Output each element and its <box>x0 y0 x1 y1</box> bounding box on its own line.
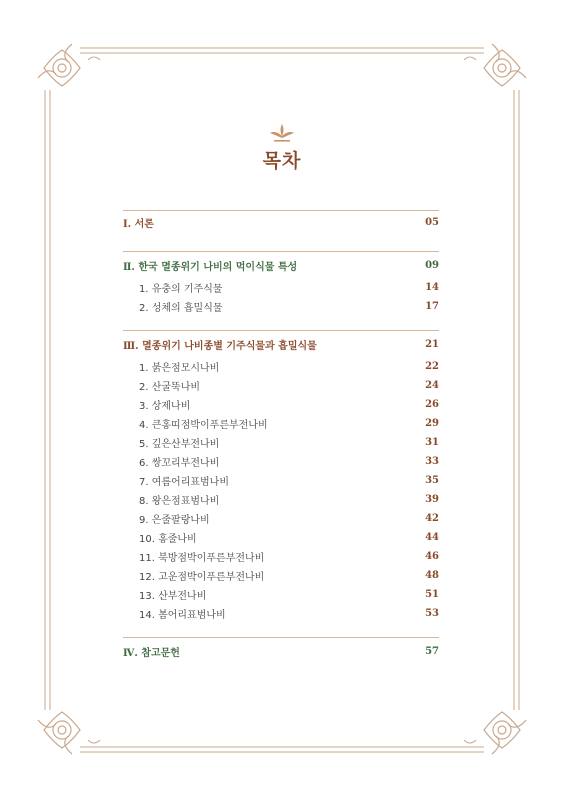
item-label: 7. 여름어리표범나비 <box>139 477 229 488</box>
fleur-ornament-icon <box>267 122 297 144</box>
item-page-number: 29 <box>425 418 439 429</box>
toc-section-heading[interactable] <box>123 331 439 357</box>
item-label: 5. 깊은산부전나비 <box>139 439 220 450</box>
item-page-number: 22 <box>425 361 439 372</box>
toc-item[interactable] <box>123 547 439 566</box>
item-page-number: 44 <box>425 532 439 543</box>
item-page-number: 53 <box>425 608 439 619</box>
item-label: 8. 왕은점표범나비 <box>139 496 220 507</box>
section-page-number: 09 <box>425 259 439 271</box>
item-page-number: 33 <box>425 456 439 467</box>
toc-section[interactable] <box>123 330 439 631</box>
toc-item[interactable] <box>123 471 439 490</box>
item-page-number: 46 <box>425 551 439 562</box>
title-block <box>0 122 564 173</box>
item-label: 1. 유충의 기주식물 <box>139 284 223 295</box>
toc-item[interactable] <box>123 585 439 604</box>
item-page-number: 51 <box>425 589 439 600</box>
page-title: 목차 <box>262 150 302 172</box>
toc-item[interactable] <box>123 414 439 433</box>
item-label: 4. 큰홍띠점박이푸른부전나비 <box>139 420 268 431</box>
toc-item[interactable] <box>123 376 439 395</box>
item-label: 2. 산굴뚝나비 <box>139 382 201 393</box>
item-page-number: 24 <box>425 380 439 391</box>
item-label: 6. 쌍꼬리부전나비 <box>139 458 220 469</box>
toc-section[interactable] <box>123 251 439 324</box>
item-page-number: 39 <box>425 494 439 505</box>
item-label: 12. 고운점박이푸른부전나비 <box>139 572 265 583</box>
toc-item[interactable] <box>123 452 439 471</box>
toc-item[interactable] <box>123 433 439 452</box>
item-label: 2. 성체의 흡밀식물 <box>139 303 223 314</box>
item-label: 9. 은줄팔랑나비 <box>139 515 210 526</box>
toc-item[interactable] <box>123 604 439 623</box>
toc-section-heading[interactable] <box>123 638 439 664</box>
toc-item[interactable] <box>123 357 439 376</box>
item-label: 1. 붉은점모시나비 <box>139 363 220 374</box>
toc-section[interactable] <box>123 210 439 234</box>
item-page-number: 42 <box>425 513 439 524</box>
toc-section-heading[interactable] <box>123 252 439 278</box>
toc-item[interactable] <box>123 566 439 585</box>
toc-item[interactable] <box>123 278 439 297</box>
section-label: Ⅲ. 멸종위기 나비종별 기주식물과 흡밀식물 <box>123 340 317 352</box>
item-label: 10. 홍줄나비 <box>139 534 197 545</box>
item-label: 14. 봄어리표범나비 <box>139 610 226 621</box>
item-page-number: 26 <box>425 399 439 410</box>
toc-item[interactable] <box>123 297 439 316</box>
toc-section[interactable] <box>123 637 439 664</box>
item-label: 11. 북방점박이푸른부전나비 <box>139 553 265 564</box>
item-label: 13. 산부전나비 <box>139 591 207 602</box>
section-label: Ⅰ. 서론 <box>123 219 154 230</box>
toc-item[interactable] <box>123 528 439 547</box>
section-page-number: 21 <box>425 338 439 350</box>
section-label: Ⅳ. 참고문헌 <box>123 647 180 659</box>
item-page-number: 35 <box>425 475 439 486</box>
toc-section-heading[interactable] <box>123 211 439 234</box>
item-page-number: 17 <box>425 301 439 312</box>
section-page-number: 57 <box>425 645 439 657</box>
table-of-contents <box>123 210 439 664</box>
toc-item[interactable] <box>123 395 439 414</box>
item-page-number: 48 <box>425 570 439 581</box>
section-page-number: 05 <box>425 217 439 228</box>
toc-item[interactable] <box>123 509 439 528</box>
section-label: Ⅱ. 한국 멸종위기 나비의 먹이식물 특성 <box>123 261 298 273</box>
item-page-number: 14 <box>425 282 439 293</box>
toc-item[interactable] <box>123 490 439 509</box>
item-page-number: 31 <box>425 437 439 448</box>
item-label: 3. 상제나비 <box>139 401 191 412</box>
